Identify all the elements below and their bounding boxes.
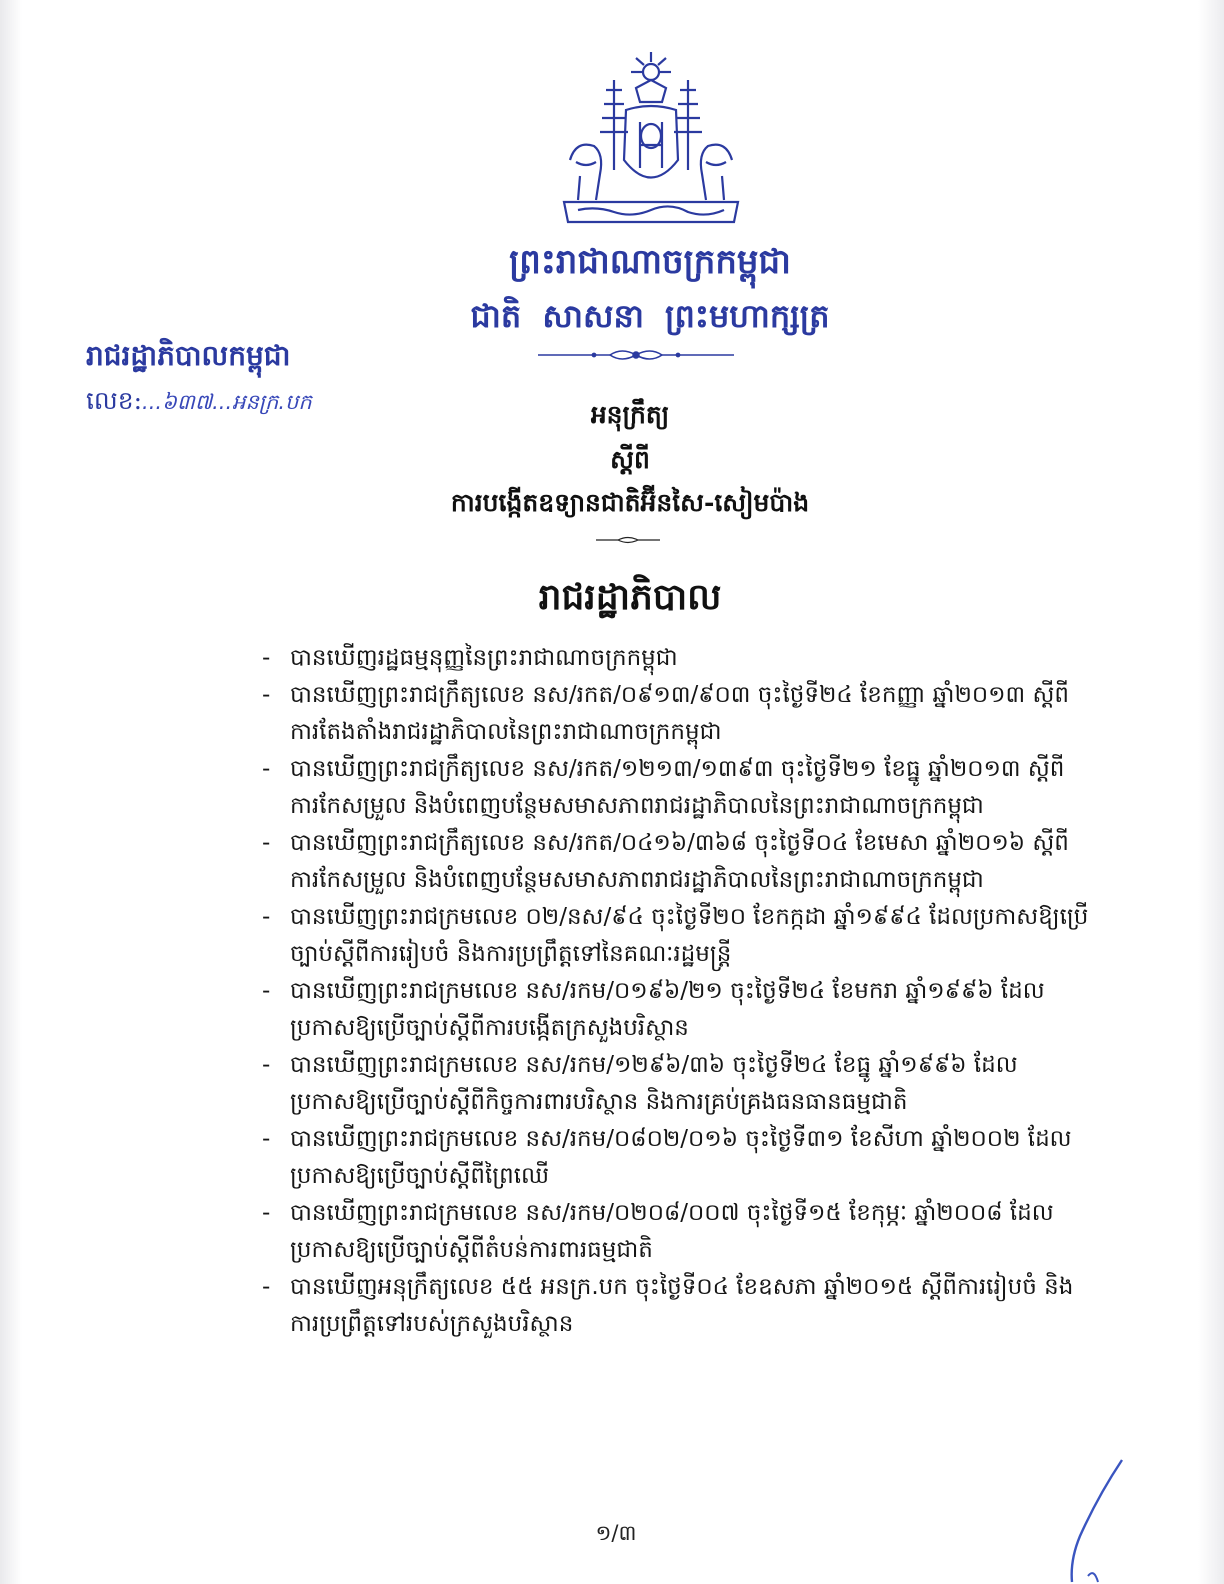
list-item: - បានឃើញព្រះរាជក្រមលេខ នស/រកម/០៨០២/០១៦ ចុះថ្ងៃទី៣១ ខែសីហា ឆ្នាំ២០០២ ដែលប្រកាសឱ្យប្រើច្បាប់ស្តីពីព្រៃឈើ xyxy=(262,1126,1072,1189)
recitals-list xyxy=(262,640,1092,1343)
document-about: ស្តីពី xyxy=(610,445,650,474)
list-item: - បានឃើញព្រះរាជក្រមលេខ នស/រកម/០២០៨/០០៧ ចុះថ្ងៃទី១៥ ខែកុម្ភៈ ឆ្នាំ២០០៨ ដែលប្រកាសឱ្យប្រើច្បាប់ស្តីពីតំបន់ការពារធម្មជាតិ xyxy=(262,1200,1054,1263)
reference-number xyxy=(86,386,312,422)
page-number: ១/៣ xyxy=(595,1521,637,1545)
signature-stroke xyxy=(1058,1456,1138,1584)
ornament-divider xyxy=(538,345,734,365)
small-ornament-divider xyxy=(596,535,660,545)
list-item: - បានឃើញព្រះរាជក្រមលេខ ០២/នស/៩៤ ចុះថ្ងៃទី២០ ខែកក្កដា ឆ្នាំ១៩៩៤ ដែលប្រកាសឱ្យប្រើច្បាប់ស្តីពីការរៀបចំ និងការប្រព្រឹត្តទៅនៃគណៈរដ្ឋមន្ត្រី xyxy=(262,904,1089,967)
list-item: - បានឃើញព្រះរាជក្រឹត្យលេខ នស/រកត/១២១៣/១៣៩៣ ចុះថ្ងៃទី២១ ខែធ្នូ ឆ្នាំ២០១៣ ស្តីពីការកែសម្រួល និងបំពេញបន្ថែមសមាសភាពរាជរដ្ឋាភិបាលនៃព្រះរាជាណាចក្រកម្ពុជា xyxy=(262,756,1065,819)
reference-value: ...៦៣៧...អនក្រ.បក xyxy=(142,390,312,414)
national-motto: ជាតិ សាសនា ព្រះមហាក្សត្រ xyxy=(470,297,830,335)
list-item: - បានឃើញព្រះរាជក្រឹត្យលេខ នស/រកត/០៩១៣/៩០៣ ចុះថ្ងៃទី២៤ ខែកញ្ញា ឆ្នាំ២០១៣ ស្តីពីការតែងតាំងរាជរដ្ឋាភិបាលនៃព្រះរាជាណាចក្រកម្ពុជា xyxy=(262,682,1070,745)
document-type: អនុក្រឹត្យ xyxy=(590,400,670,429)
scan-edge-left xyxy=(0,0,22,1584)
list-item: - បានឃើញព្រះរាជក្រមលេខ នស/រកម/១២៩៦/៣៦ ចុះថ្ងៃទី២៤ ខែធ្នូ ឆ្នាំ១៩៩៦ ដែលប្រកាសឱ្យប្រើច្បាប់ស្តីពីកិច្ចការពារបរិស្ថាន និងការគ្រប់គ្រងធនធានធម្មជាតិ xyxy=(262,1052,1018,1115)
reference-label: លេខ: xyxy=(86,386,143,415)
list-item: - បានឃើញព្រះរាជក្រមលេខ នស/រកម/០១៩៦/២១ ចុះថ្ងៃទី២៤ ខែមករា ឆ្នាំ១៩៩៦ ដែលប្រកាសឱ្យប្រើច្បាប់ស្តីពីការបង្កើតក្រសួងបរិស្ថាន xyxy=(262,978,1045,1041)
royal-coat-of-arms-emblem xyxy=(556,50,746,230)
list-item: - បានឃើញព្រះរាជក្រឹត្យលេខ នស/រកត/០៤១៦/៣៦៨ ចុះថ្ងៃទី០៤ ខែមេសា ឆ្នាំ២០១៦ ស្តីពីការកែសម្រួល និងបំពេញបន្ថែមសមាសភាពរាជរដ្ឋាភិបាលនៃព្រះរាជាណាចក្រកម្ពុជា xyxy=(262,830,1069,893)
section-heading: រាជរដ្ឋាភិបាល xyxy=(538,576,722,618)
kingdom-title: ព្រះរាជាណាចក្រកម្ពុជា xyxy=(509,242,791,282)
issuing-authority: រាជរដ្ឋាភិបាលកម្ពុជា xyxy=(86,339,291,372)
list-item: - បានឃើញអនុក្រឹត្យលេខ ៥៥ អនក្រ.បក ចុះថ្ងៃទី០៤ ខែឧសភា ឆ្នាំ២០១៥ ស្តីពីការរៀបចំ និងការប្រព្រឹត្តទៅរបស់ក្រសួងបរិស្ថាន xyxy=(262,1274,1074,1337)
document-subject: ការបង្កើតឧទ្យានជាតិអ៊ីនសៃ-សៀមប៉ាង xyxy=(450,488,810,517)
list-item: - បានឃើញរដ្ឋធម្មនុញ្ញនៃព្រះរាជាណាចក្រកម្ពុជា xyxy=(262,645,678,671)
scan-edge-right xyxy=(1198,0,1224,1584)
